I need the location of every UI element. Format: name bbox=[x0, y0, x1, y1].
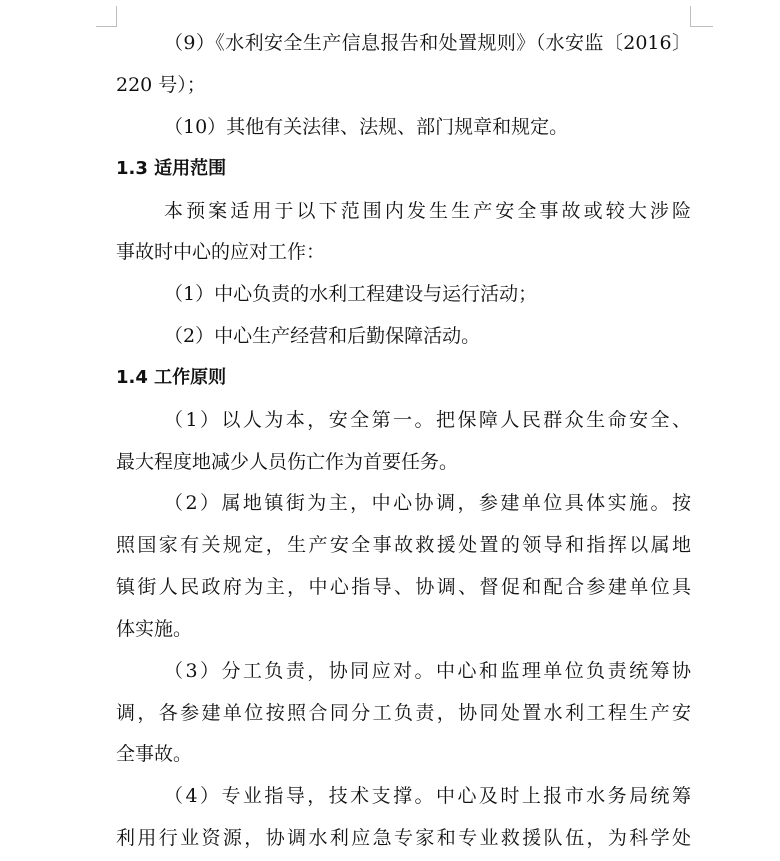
text-line: （10）其他有关法律、法规、部门规章和规定。 bbox=[164, 116, 569, 138]
text-line: 最大程度地减少人员伤亡作为首要任务。 bbox=[116, 451, 459, 473]
text-line: （9）《水利安全生产信息报告和处置规则》（水安监〔2016〕 bbox=[164, 32, 691, 54]
text-line: 利用行业资源，协调水利应急专家和专业救援队伍，为科学处 bbox=[116, 827, 691, 849]
crop-mark-top-left bbox=[96, 6, 117, 27]
section-heading-1-3: 1.3 适用范围 bbox=[116, 158, 227, 179]
text-line: 全事故。 bbox=[116, 743, 193, 765]
text-line: 照国家有关规定，生产安全事故救援处置的领导和指挥以属地 bbox=[116, 534, 691, 556]
crop-mark-top-right bbox=[690, 6, 713, 27]
text-line: 镇街人民政府为主，中心指导、协调、督促和配合参建单位具 bbox=[116, 576, 691, 598]
text-line: （4）专业指导，技术支撑。中心及时上报市水务局统筹 bbox=[164, 785, 691, 807]
text-line: 体实施。 bbox=[116, 618, 193, 640]
section-heading-1-4: 1.4 工作原则 bbox=[116, 367, 227, 388]
text-line: （1）以人为本，安全第一。把保障人民群众生命安全、 bbox=[164, 409, 691, 431]
text-line: （3）分工负责，协同应对。中心和监理单位负责统筹协 bbox=[164, 660, 691, 682]
text-line: 事故时中心的应对工作： bbox=[116, 241, 326, 263]
text-line: 220 号）； bbox=[116, 74, 206, 96]
text-line: 本预案适用于以下范围内发生生产安全事故或较大涉险 bbox=[164, 200, 691, 222]
text-line: （2）属地镇街为主，中心协调，参建单位具体实施。按 bbox=[164, 492, 691, 514]
text-line: （2）中心生产经营和后勤保障活动。 bbox=[164, 325, 481, 347]
text-line: （1）中心负责的水利工程建设与运行活动； bbox=[164, 283, 538, 305]
text-line: 调，各参建单位按照合同分工负责，协同处置水利工程生产安 bbox=[116, 702, 691, 724]
